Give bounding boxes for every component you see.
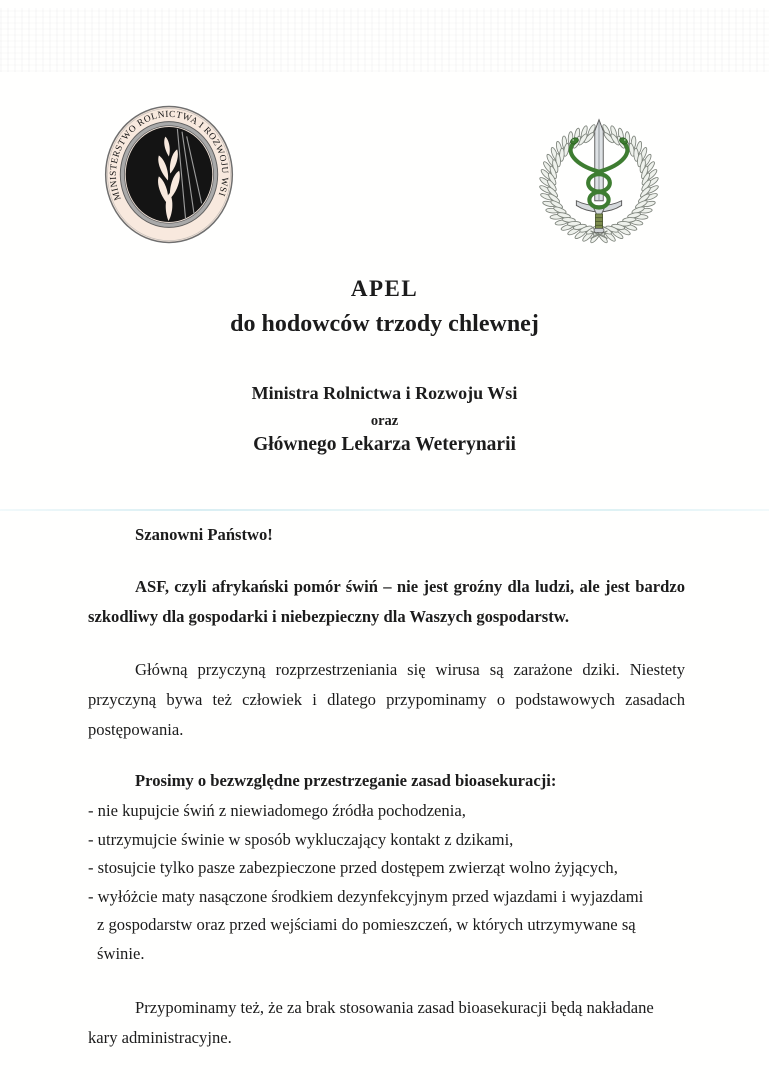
- letter-body: [88, 524, 685, 1053]
- scan-noise-band: [0, 8, 769, 72]
- biosecurity-rules-heading: Prosimy o bezwzględne przestrzeganie zasad bioasekuracji:: [135, 771, 557, 790]
- veterinary-caduceus-emblem-icon: [533, 114, 665, 246]
- paragraph-penalties: Przypominamy też, że za brak stosowania zasad bioasekuracji będą nakładane kary administracyjne.: [88, 998, 654, 1047]
- rule-item: - utrzymujcie świnie w sposób wykluczający kontakt z dzikami,: [88, 829, 514, 849]
- rule-item: - wyłóżcie maty nasączone środkiem dezynfekcyjnym przed wjazdami i wyjazdami: [88, 886, 644, 906]
- ministry-seal-ring-text: MINISTERSTWO ROLNICTWA I ROZWOJU WSI: [108, 109, 230, 202]
- ministry-of-agriculture-seal-icon: [99, 100, 239, 249]
- paragraph-asf-warning: ASF, czyli afrykański pomór świń – nie jest groźny dla ludzi, ale jest bardzo szkodliwy dla gospodarki i niebezpieczny dla Waszych gospodarstw.: [88, 577, 685, 626]
- salutation: Szanowni Państwo!: [135, 525, 273, 544]
- document-title: APEL: [350, 276, 419, 301]
- rule-item: - nie kupujcie świń z niewiadomego źródła pochodzenia,: [88, 801, 466, 820]
- rule-item-continuation: z gospodarstw oraz przed wejściami do pomieszczeń, w których utrzymywane są świnie.: [97, 915, 636, 963]
- author-minister: Ministra Rolnictwa i Rozwoju Wsi: [251, 383, 518, 403]
- paragraph-virus-cause: Główną przyczyną rozprzestrzeniania się wirusa są zarażone dziki. Niestety przyczyną bywa też człowiek i dlatego przypominamy o podstawowych zasadach postępowania.: [88, 660, 685, 739]
- scan-divider-line: [0, 509, 769, 511]
- document-subtitle: do hodowców trzody chlewnej: [230, 311, 539, 337]
- rule-item: - stosujcie tylko pasze zabezpieczone przed dostępem zwierząt wolno żyjących,: [88, 858, 618, 877]
- author-chief-vet: Głównego Lekarza Weterynarii: [253, 434, 516, 455]
- biosecurity-rules-list: [88, 797, 685, 968]
- author-conjunction: oraz: [370, 413, 399, 429]
